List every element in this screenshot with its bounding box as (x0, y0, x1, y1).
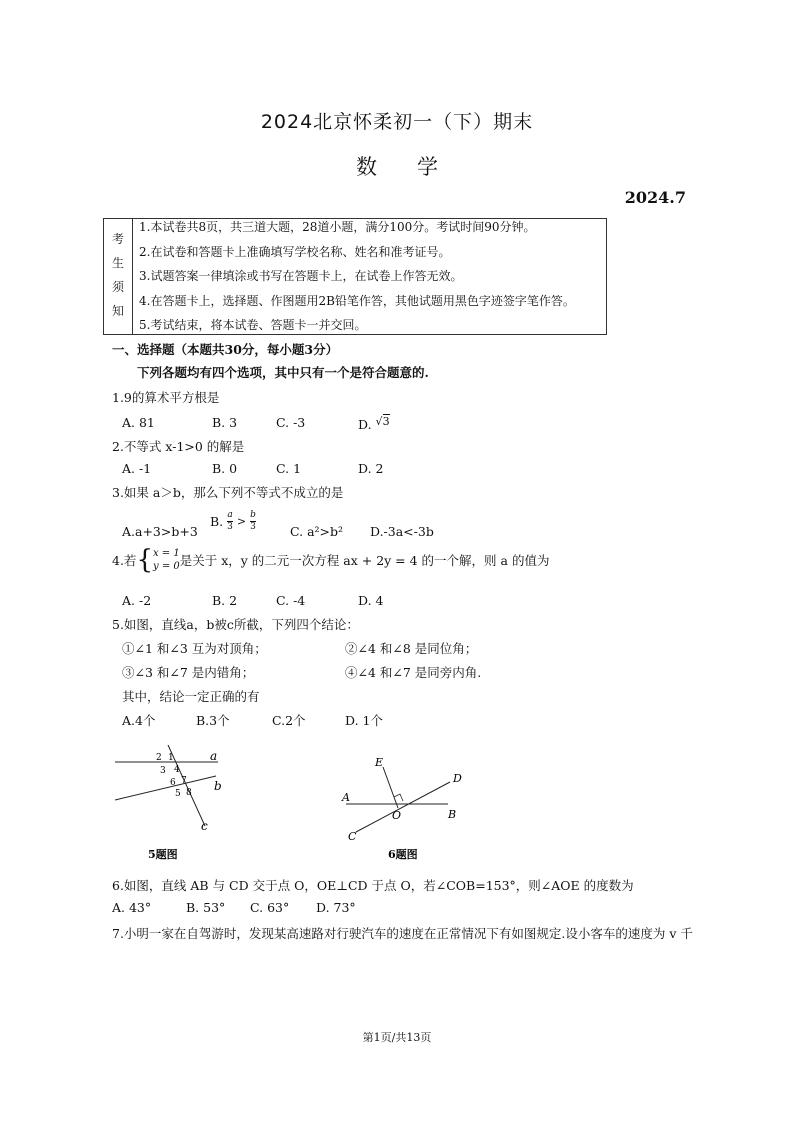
angle-label-7: 7 (181, 776, 187, 786)
question-4-stem (112, 546, 549, 574)
q3-option-b (210, 510, 256, 533)
q3-option-a: A.a+3>b+3 (122, 524, 198, 539)
equation-system (153, 547, 180, 573)
angle-label-3: 3 (160, 766, 166, 776)
point-label-d: D (453, 772, 462, 785)
exam-date: 2024.7 (624, 188, 686, 207)
line-b (115, 776, 216, 800)
q3-option-d: D.-3a<-3b (370, 524, 434, 539)
q3-option-c: C. a²>b² (290, 524, 344, 539)
equation-1: x = 1 (152, 548, 180, 559)
point-label-c: C (348, 830, 357, 843)
q5-statement-1: ①∠1 和∠3 互为对顶角； (122, 641, 267, 656)
question-3-stem: 3.如果 a＞b，那么下列不等式不成立的是 (112, 485, 344, 500)
angle-label-5: 5 (175, 789, 181, 799)
q5-option-c: C.2个 (272, 713, 306, 728)
page-footer: 第1页/共13页 (362, 1031, 432, 1044)
point-label-a: A (342, 791, 350, 804)
denominator: 3 (250, 522, 256, 532)
q6-option-a: A. 43° (112, 900, 152, 915)
q5-option-d: D. 1个 (345, 713, 383, 728)
section-heading: 一、选择题（本题共30分，每小题3分） (112, 342, 339, 357)
angle-label-4: 4 (174, 765, 180, 775)
q6-option-d: D. 73° (316, 900, 356, 915)
equation-2: y = 0 (152, 561, 180, 572)
q1-option-a: A. 81 (122, 415, 155, 430)
q4-option-a: A. -2 (122, 593, 152, 608)
fraction-a-over-3 (227, 510, 233, 533)
figure-5-caption: 5题图 (148, 848, 178, 861)
angle-label-6: 6 (170, 778, 176, 788)
line-label-a: a (210, 749, 218, 763)
notice-list (139, 219, 575, 342)
notice-item: 2.在试卷和答题卡上准确填写学校名称、姓名和准考证号。 (139, 244, 451, 259)
q2-option-d: D. 2 (358, 461, 384, 476)
sqrt-symbol: √3 (375, 415, 390, 428)
question-7-stem: 7.小明一家在自驾游时，发现某高速路对行驶汽车的速度在正常情况下有如图规定.设小客车的速度为 v 千 (112, 926, 693, 941)
q2-option-a: A. -1 (122, 461, 152, 476)
point-label-b: B (448, 808, 457, 821)
angle-label-1: 1 (168, 753, 174, 763)
line-label-c: c (201, 819, 208, 833)
angle-label-8: 8 (186, 788, 192, 798)
q1-option-d (358, 415, 390, 432)
fraction-b-over-3 (250, 510, 256, 533)
notice-item: 1.本试卷共8页，共三道大题，28道小题，满分100分。考试时间90分钟。 (139, 220, 536, 234)
left-brace: { (136, 545, 153, 575)
q5-statement-4: ④∠4 和∠7 是同旁内角. (345, 665, 482, 680)
notice-label-char: 知 (111, 304, 124, 318)
notice-item: 5.考试结束，将本试卷、答题卡一并交回。 (139, 318, 367, 333)
point-label-e: E (375, 756, 384, 769)
q3-option-b-label: B. (210, 514, 224, 529)
line-cd (356, 782, 450, 832)
notice-item: 4.在答题卡上，选择题、作图题用2B铅笔作答，其他试题用黑色字迹签字笔作答。 (139, 293, 575, 308)
q1-option-b: B. 3 (212, 415, 238, 430)
notice-box (103, 218, 607, 335)
line-label-b: b (214, 779, 222, 793)
q4-text: 是关于 x，y 的二元一次方程 ax + 2y = 4 的一个解，则 a 的值为 (179, 553, 550, 568)
notice-label (104, 219, 133, 334)
notice-item: 3.试题答案一律填涂或书写在答题卡上，在试卷上作答无效。 (139, 269, 463, 284)
angle-label-2: 2 (156, 753, 162, 763)
q4-option-d: D. 4 (358, 593, 384, 608)
notice-label-char: 生 (111, 256, 124, 270)
q5-statement-2: ②∠4 和∠8 是同位角； (345, 641, 478, 656)
greater-than: > (236, 515, 247, 528)
q2-option-c: C. 1 (276, 461, 302, 476)
q4-option-b: B. 2 (212, 593, 238, 608)
q4-option-c: C. -4 (276, 593, 306, 608)
q2-option-b: B. 0 (212, 461, 238, 476)
question-1-stem: 1.9的算术平方根是 (112, 390, 220, 405)
numerator: a (227, 510, 233, 520)
q6-option-b: B. 53° (186, 900, 226, 915)
q5-option-b: B.3个 (196, 713, 230, 728)
section-instruction: 下列各题均有四个选项，其中只有一个是符合题意的. (137, 365, 429, 380)
q1-option-d-label: D. (358, 417, 372, 432)
question-6-stem: 6.如图，直线 AB 与 CD 交于点 O，OE⊥CD 于点 O，若∠COB=153°，则∠AOE 的度数为 (112, 878, 634, 893)
q1-option-c: C. -3 (276, 415, 306, 430)
q6-option-c: C. 63° (250, 900, 290, 915)
figure-6 (338, 752, 478, 864)
numerator: b (250, 510, 256, 520)
q5-statement-3: ③∠3 和∠7 是内错角； (122, 665, 255, 680)
q4-prefix: 4.若 (112, 553, 137, 568)
figure-6-caption: 6题图 (388, 848, 418, 861)
page-title: 2024北京怀柔初一（下）期末 (260, 111, 534, 133)
figure-5 (110, 740, 250, 865)
sqrt-radicand: 3 (382, 415, 390, 428)
q5-option-a: A.4个 (122, 713, 156, 728)
q5-ask: 其中，结论一定正确的有 (122, 689, 260, 704)
point-label-o: O (392, 809, 402, 822)
question-5-stem: 5.如图，直线a，b被c所截，下列四个结论： (112, 617, 359, 632)
notice-label-char: 考 (111, 232, 124, 246)
subject-title: 数学 (356, 155, 478, 179)
notice-label-char: 须 (111, 280, 124, 294)
question-2-stem: 2.不等式 x-1>0 的解是 (112, 439, 245, 454)
denominator: 3 (227, 522, 233, 532)
ray-oe (383, 767, 398, 808)
